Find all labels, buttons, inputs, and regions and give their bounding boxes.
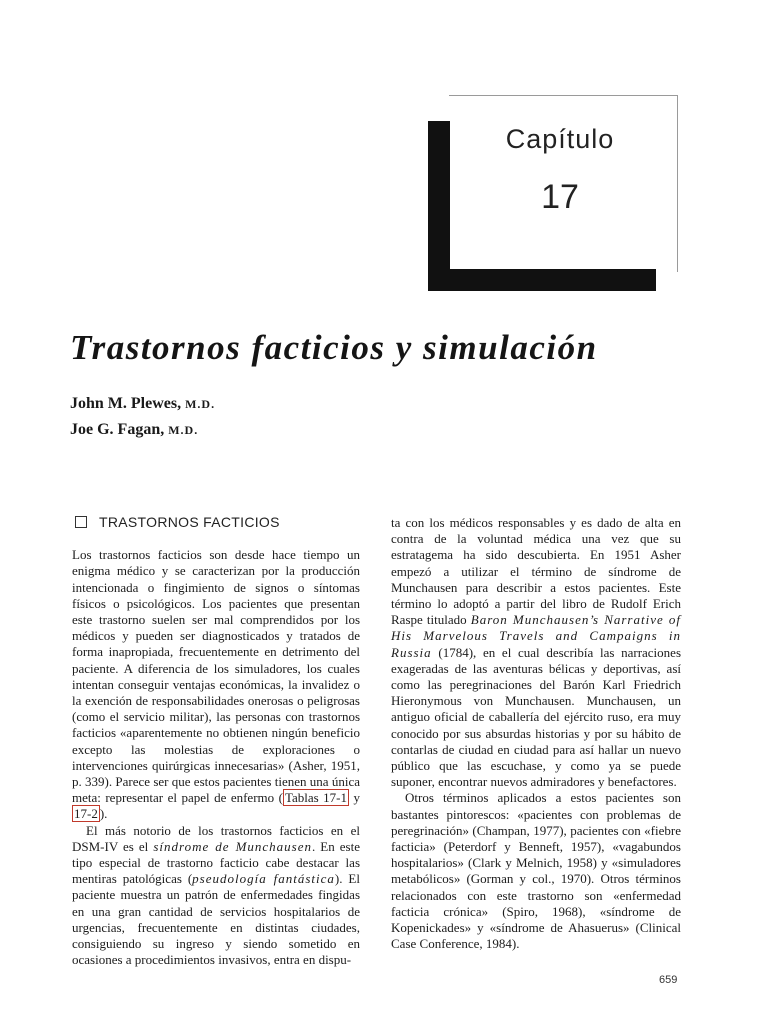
right-column (391, 515, 681, 952)
author-name: John M. Plewes, (70, 395, 182, 412)
section-heading (75, 514, 360, 530)
author (70, 421, 198, 439)
chapter-bar-vertical (428, 121, 450, 291)
author (70, 395, 215, 413)
term-italic: síndrome de Munchausen (153, 838, 313, 854)
book-title-italic: Baron Munchausen’s Narrative of His Marvelous Travels and Campaigns in Russia (391, 612, 681, 660)
chapter-bar-horizontal (428, 269, 656, 291)
author-degree: M.D. (168, 423, 199, 437)
paragraph-text: . En este tipo especial de trastorno facticio cabe destacar las mentiras patológicas ( (72, 838, 360, 887)
author-degree: M.D. (185, 397, 216, 411)
paragraph-text: El más notorio de los trastornos facticios en el DSM-IV es el (72, 822, 360, 854)
author-name: Joe G. Fagan, (70, 421, 165, 438)
section-bullet-icon (75, 516, 87, 528)
table-link-17-2[interactable]: 17-2 (74, 806, 98, 822)
paragraph (391, 515, 681, 790)
page-number: 659 (659, 974, 678, 986)
chapter-title: Trastornos facticios y simulación (70, 328, 598, 367)
section-heading-text: TRASTORNOS FACTICIOS (99, 514, 280, 530)
paragraph-text: Los trastornos facticios son desde hace tiempo un enigma médico y se caracterizan por la producción intencionada o fingimiento de signos o síntomas físicos o psicológicos. Los pacientes que presentan este trastorno suelen ser mal comprendidos por los médicos y pueden ser diagnosticados y tratados de forma inapropiada, frecuentemente en detrimento del paciente. A diferencia de los simuladores, los cuales intentan conseguir ventajas económicas, la invalidez o la exención de responsabilidades onerosas o peligrosas (como el servicio militar), las personas con trastornos facticios «aparentemente no obtienen ningún beneficio excepto las molestias de exploraciones o intervenciones quirúrgicas innecesarias» (Asher, 1951, p. 339). Parece ser que estos pacientes tienen una única meta: representar el papel de enfermo ( (72, 547, 360, 806)
paragraph-text: y (349, 790, 360, 806)
paragraph-text: (1784), en el cual describía las narraciones exageradas de las aventuras bélicas y deportivas, así como las peregrinaciones del Barón Karl Friedrich Hieronymous von Munchausen. Munchausen, un antiguo oficial de caballería del ejército ruso, era muy conocido por sus absurdas historias y por su hábito de contarlas de ciudad en ciudad para así hallar un nuevo público que las escuchase, y como ya se puede suponer, encontrar nuevos admiradores y benefactores. (391, 644, 681, 790)
left-column (72, 514, 360, 968)
paragraph-text: ). (99, 806, 108, 822)
chapter-number: 17 (541, 178, 579, 216)
table-link-17-1[interactable]: Tablas 17-1 (284, 790, 348, 806)
paragraph-text: ta con los médicos responsables y es dado de alta en contra de la voluntad médica una vez que su estratagema ha sido descubierta. En 1951 Asher empezó a utilizar el término de síndrome de Munchausen para describir a estos pacientes. Este término lo adoptó a partir del libro de Rudolf Erich Raspe titulado (391, 515, 681, 628)
paragraph-text: ). El paciente muestra un patrón de enfermedades fingidas en una gran cantidad de servicios hospitalarios de urgencias, frecuentemente en distintas ciudades, consiguiendo su ingreso y siendo sometido en ocasiones a procedimientos invasivos, entra en dispu- (72, 871, 360, 968)
paragraph: Otros términos aplicados a estos pacientes son bastantes pintorescos: «pacientes con problemas de peregrinación» (Champan, 1977), pacientes con «fiebre facticia» (Peterdorf y Benneft, 1957), «vagabundos hospitalarios» (Clark y Melnich, 1958) y «simuladores metabólicos» (Gorman y col., 1970). Otros términos relacionados con este trastorno son «enfermedad facticia crónica» (Spiro, 1968), «síndrome de Kopenickades» y «síndrome de Ahasuerus» (Clinical Case Conference, 1984). (391, 790, 681, 952)
chapter-label: Capítulo (505, 124, 615, 154)
term-italic: pseudología fantástica (192, 871, 335, 887)
paragraph (72, 823, 360, 969)
paragraph (72, 547, 360, 822)
